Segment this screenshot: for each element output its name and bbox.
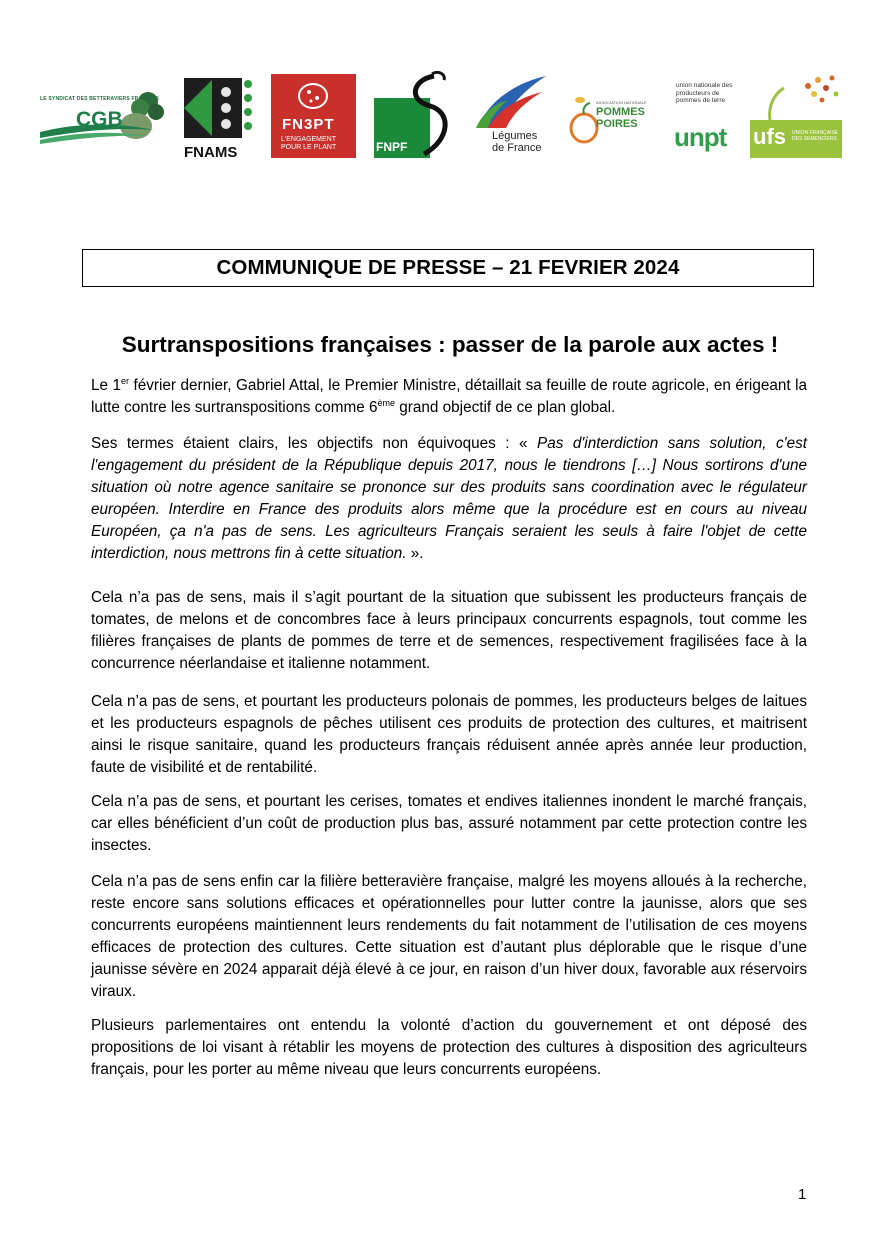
press-release-title: COMMUNIQUE DE PRESSE – 21 FEVRIER 2024 <box>82 249 814 287</box>
paragraph-5: Cela n’a pas de sens, et pourtant les cerises, tomates et endives italiennes inondent le marché français, car elles bénéficient d’un coût de production plus bas, assuré notamment par cette protection contre les insectes. <box>91 793 807 854</box>
legumes-name: Légumes de France <box>492 130 542 154</box>
fnpf-logo <box>372 70 462 165</box>
seed-pattern-icon <box>182 70 254 142</box>
ufs-logo <box>750 70 845 165</box>
p1-text-b: février dernier, Gabriel Attal, le Premier Ministre, détaillait sa feuille de route agricole, en érigeant la lutte contre les surtranspositions comme 6 <box>91 377 807 416</box>
p1-text-a: Le 1 <box>91 377 122 394</box>
potato-icon <box>271 74 356 114</box>
paragraph-1 <box>91 375 807 419</box>
p2-intro: Ses termes étaient clairs, les objectifs non équivoques : « <box>91 435 538 452</box>
ufs-tagline: UNION FRANÇAISE DES SEMENCIERS <box>792 130 839 142</box>
unpt-logo <box>670 70 745 165</box>
ufs-name: ufs <box>753 124 786 149</box>
seed-sprout-icon <box>750 70 845 165</box>
vegetable-leaf-icon <box>468 70 553 130</box>
p1-superscript-eme: ème <box>377 398 396 408</box>
legumes-de-france-logo <box>468 70 553 165</box>
fnpf-name: FNPF <box>376 140 408 154</box>
unpt-name: unpt <box>674 122 727 152</box>
p1-text-c: grand objectif de ce plan global. <box>395 399 616 416</box>
partner-logos <box>30 70 850 165</box>
fn3pt-tagline: L'ENGAGEMENT POUR LE PLANT <box>281 136 337 151</box>
unpt-tagline: union nationale des producteurs de pommes de terre <box>676 82 733 104</box>
paragraph-4: Cela n’a pas de sens, et pourtant les producteurs polonais de pommes, les producteurs belges de laitues et les producteurs espagnols de pêches utilisent ces produits de protection des cultures, et maitrisent ainsi le risque sanitaire, quand les producteurs français réduisent année après année leur production, faute de visibilité et de rentabilité. <box>91 693 807 776</box>
cgb-tagline: LE SYNDICAT DES BETTERAVIERS FRANÇAIS <box>40 96 159 102</box>
p2-quote: Pas d'interdiction sans solution, c'est l'engagement du président de la République depuis 2017, nous le tiendrons […] Nous sortirons d'une situation où notre agence sanitaire se prononce sur des produits sans coordination avec le régulateur européen. Interdire en France des produits alors même que la procédure est en cours au niveau Européen, ça n'a pas de sens. Les agriculteurs Français seraient les seuls à faire l'objet de cette interdiction, nous mettrons fin à cette situation. <box>91 435 807 562</box>
fn3pt-logo <box>271 74 356 158</box>
pommes-tagline: ASSOCIATION NATIONALE <box>596 100 647 105</box>
p2-outro: ». <box>406 545 424 562</box>
headline: Surtranspositions françaises : passer de la parole aux actes ! <box>121 332 779 357</box>
paragraph-7: Plusieurs parlementaires ont entendu la volonté d’action du gouvernement et ont déposé des propositions de loi visant à rétablir les moyens de protection des cultures à disposition des agriculteurs français, pour les porter au même niveau que leurs concurrents européens. <box>91 1017 807 1078</box>
fnams-name: FNAMS <box>184 144 238 161</box>
pommes-poires-logo <box>568 70 648 165</box>
cgb-name: CGB <box>76 108 123 131</box>
page-number: 1 <box>798 1186 807 1203</box>
paragraph-2 <box>91 433 807 565</box>
fnams-logo <box>182 70 254 165</box>
cgb-logo <box>36 70 166 165</box>
fn3pt-name: FN3PT <box>282 116 335 133</box>
pommes-name: POMMES POIRES <box>596 106 645 130</box>
paragraph-3: Cela n’a pas de sens, mais il s’agit pourtant de la situation que subissent les producteurs français de tomates, de melons et de concombres face à leurs principaux concurrents espagnols, tout comme les filières françaises de plants de pommes de terre et de semences, respectivement fragilisées face à la concurrence néerlandaise et italienne notamment. <box>91 589 807 672</box>
p1-superscript-er: er <box>121 376 130 386</box>
paragraph-6: Cela n’a pas de sens enfin car la filière betteravière française, malgré les moyens alloués à la recherche, reste encore sans solutions efficaces et opérationnelles pour lutter contre la jaunisse, alors que ses concurrents européens maintiennent leurs rendements du fait notamment de l’utilisation de ces moyens efficaces de protection des cultures. Cette situation est d’autant plus déplorable que le risque d’une jaunisse sévère en 2024 apparait déjà élevé à ce jour, en raison d’un hiver doux, favorable aux réservoirs viraux. <box>91 873 807 1000</box>
